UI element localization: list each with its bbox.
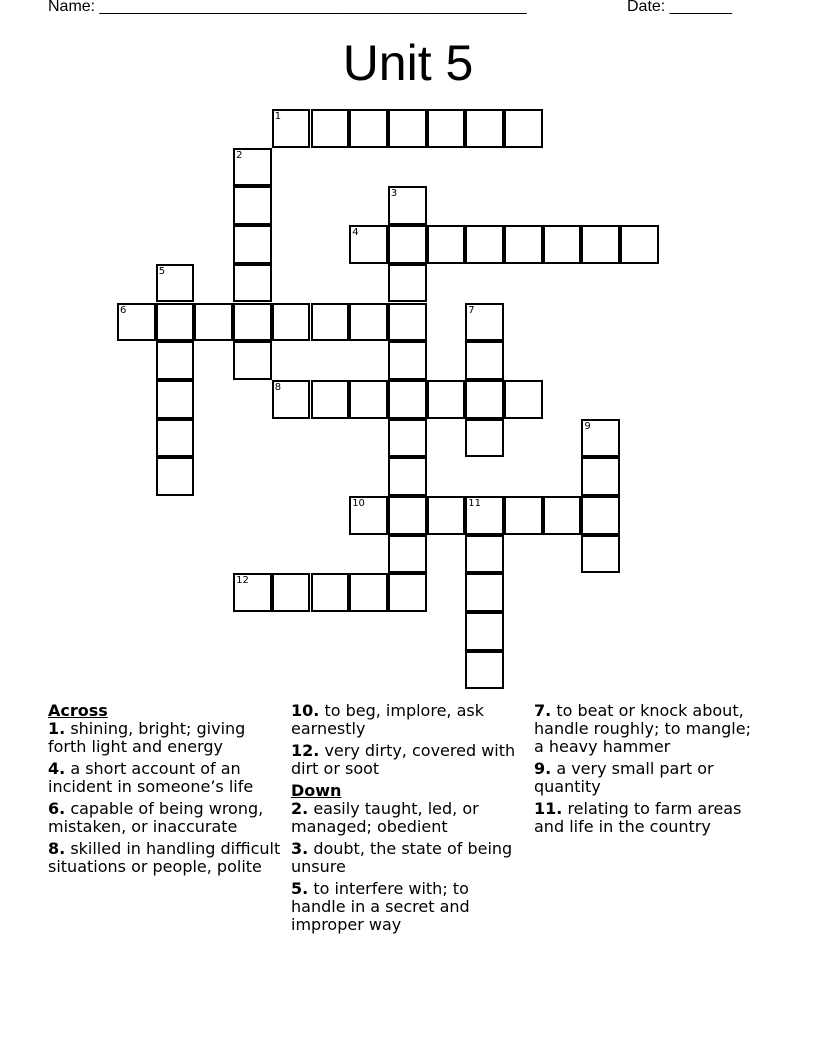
grid-cell[interactable] [465, 341, 504, 380]
grid-cell[interactable] [388, 457, 427, 496]
grid-cell[interactable] [620, 225, 659, 264]
grid-cell[interactable] [427, 496, 466, 535]
clue-text: a short account of an incident in someone’s life [48, 759, 254, 796]
grid-cell[interactable] [388, 496, 427, 535]
clue-item [291, 880, 521, 934]
clue-item [534, 702, 764, 756]
across-heading: Across [48, 701, 108, 720]
clue-text: to interfere with; to handle in a secret and improper way [291, 879, 470, 934]
grid-cell[interactable] [388, 380, 427, 419]
grid-cell[interactable] [581, 457, 620, 496]
clue-number: 1. [48, 719, 66, 738]
grid-cell[interactable] [349, 109, 388, 148]
grid-cell[interactable] [349, 380, 388, 419]
grid-cell[interactable] [465, 303, 504, 342]
clue-item [291, 742, 521, 778]
grid-cell[interactable] [465, 225, 504, 264]
grid-cell[interactable] [504, 380, 543, 419]
down-heading: Down [291, 781, 342, 800]
clue-number: 6 [120, 304, 127, 316]
clue-text: doubt, the state of being unsure [291, 839, 513, 876]
clue-text: skilled in handling difficult situations or people, polite [48, 839, 281, 876]
clue-number: 4 [352, 227, 359, 239]
clue-number: 5. [291, 879, 309, 898]
clue-text: very dirty, covered with dirt or soot [291, 741, 516, 778]
clue-item [291, 702, 521, 738]
name-field: Name: ________________________________________________ [48, 0, 527, 15]
clue-number: 11. [534, 799, 563, 818]
grid-cell[interactable] [117, 303, 156, 342]
grid-cell[interactable] [465, 573, 504, 612]
grid-cell[interactable] [272, 109, 311, 148]
grid-cell[interactable] [388, 573, 427, 612]
grid-cell[interactable] [156, 457, 195, 496]
clue-number: 9 [584, 420, 591, 432]
grid-cell[interactable] [543, 496, 582, 535]
clue-number: 1 [274, 111, 282, 122]
grid-cell[interactable] [388, 341, 427, 380]
grid-cell[interactable] [233, 341, 272, 380]
clue-number: 8 [274, 381, 282, 393]
grid-cell[interactable] [311, 303, 350, 342]
grid-cell[interactable] [388, 535, 427, 574]
grid-cell[interactable] [388, 109, 427, 148]
grid-cell[interactable] [504, 225, 543, 264]
grid-cell[interactable] [504, 496, 543, 535]
clue-item [291, 840, 521, 876]
grid-cell[interactable] [233, 225, 272, 264]
grid-cell[interactable] [311, 380, 350, 419]
grid-cell[interactable] [349, 496, 388, 535]
clue-number: 10. [291, 701, 320, 720]
grid-cell[interactable] [465, 419, 504, 458]
grid-cell[interactable] [156, 264, 195, 303]
grid-cell[interactable] [156, 341, 195, 380]
clue-text: shining, bright; giving forth light and energy [48, 719, 246, 756]
date-field: Date: _______ [627, 0, 732, 15]
grid-cell[interactable] [272, 303, 311, 342]
clue-number: 7 [468, 304, 475, 316]
grid-cell[interactable] [388, 303, 427, 342]
grid-cell[interactable] [427, 380, 466, 419]
clue-item [48, 720, 288, 756]
clues-column-1 [48, 702, 288, 880]
clue-number: 2. [291, 799, 309, 818]
grid-cell[interactable] [388, 225, 427, 264]
clues-column-3 [534, 702, 764, 840]
clue-item [534, 800, 764, 836]
clue-number: 6. [48, 799, 66, 818]
grid-cell[interactable] [272, 380, 311, 419]
clue-text: a very small part or quantity [534, 759, 714, 796]
grid-cell[interactable] [388, 186, 427, 225]
clue-number: 3. [291, 839, 309, 858]
grid-cell[interactable] [311, 573, 350, 612]
grid-cell[interactable] [272, 573, 311, 612]
grid-cell[interactable] [465, 612, 504, 651]
clue-item [534, 760, 764, 796]
grid-cell[interactable] [233, 186, 272, 225]
clue-text: capable of being wrong, mistaken, or inaccurate [48, 799, 264, 836]
clue-text: to beg, implore, ask earnestly [291, 701, 484, 738]
grid-cell[interactable] [465, 380, 504, 419]
grid-cell[interactable] [581, 225, 620, 264]
grid-cell[interactable] [581, 419, 620, 458]
clue-item [48, 760, 288, 796]
clue-number: 8. [48, 839, 66, 858]
grid-cell[interactable] [233, 264, 272, 303]
grid-cell[interactable] [233, 573, 272, 612]
grid-cell[interactable] [156, 380, 195, 419]
clue-text: to beat or knock about, handle roughly; to mangle; a heavy hammer [534, 701, 751, 756]
clue-number: 12. [291, 741, 320, 760]
grid-cell[interactable] [427, 109, 466, 148]
clue-item [48, 800, 288, 836]
clue-number: 12 [236, 575, 249, 587]
clue-number: 2 [236, 149, 243, 161]
clue-number: 9. [534, 759, 552, 778]
grid-cell[interactable] [349, 303, 388, 342]
clue-number: 11 [468, 498, 482, 509]
grid-cell[interactable] [465, 535, 504, 574]
grid-cell[interactable] [581, 496, 620, 535]
clue-number: 7. [534, 701, 552, 720]
grid-cell[interactable] [388, 264, 427, 303]
grid-cell[interactable] [349, 573, 388, 612]
clue-text: relating to farm areas and life in the country [534, 799, 742, 836]
grid-cell[interactable] [233, 303, 272, 342]
grid-cell[interactable] [194, 303, 233, 342]
grid-cell[interactable] [311, 109, 350, 148]
grid-cell[interactable] [427, 225, 466, 264]
grid-cell[interactable] [156, 419, 195, 458]
grid-cell[interactable] [504, 109, 543, 148]
grid-cell[interactable] [388, 419, 427, 458]
grid-cell[interactable] [156, 303, 195, 342]
clues-column-2 [291, 702, 521, 938]
grid-cell[interactable] [349, 225, 388, 264]
page-title: Unit 5 [342, 35, 474, 91]
grid-cell[interactable] [233, 148, 272, 187]
clue-number: 5 [158, 265, 166, 277]
clue-text: easily taught, led, or managed; obedient [291, 799, 479, 836]
grid-cell[interactable] [465, 496, 504, 535]
clue-item [48, 840, 288, 876]
grid-cell[interactable] [465, 651, 504, 690]
grid-cell[interactable] [465, 109, 504, 148]
clue-number: 10 [352, 498, 365, 509]
clue-number: 4. [48, 759, 66, 778]
clue-item [291, 800, 521, 836]
grid-cell[interactable] [543, 225, 582, 264]
clue-number: 3 [390, 188, 398, 200]
grid-cell[interactable] [581, 535, 620, 574]
